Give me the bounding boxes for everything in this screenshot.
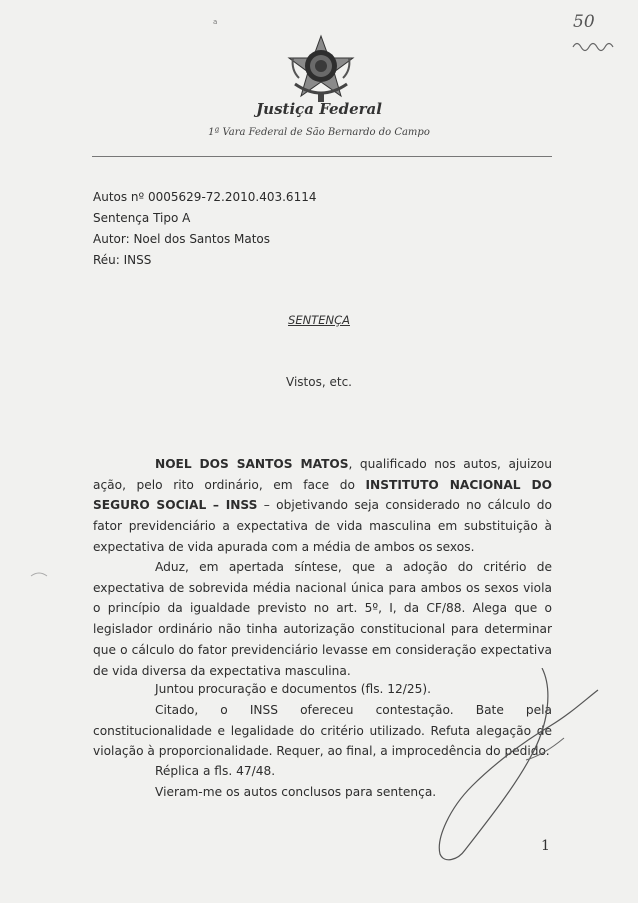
defendant: Réu: INSS xyxy=(93,253,152,267)
paragraph-2: Aduz, em apertada síntese, que a adoção do critério de expectativa de sobrevida média nacional única para ambos os sexos viola o princípio da igualdade previsto no art. 5º, I, da CF/88. Alega que o legislador ordinário não tinha autorização constitucional para determinar que o cálculo do fator previdenciário levasse em consideração expectativa de vida diversa da expectativa masculina. xyxy=(93,560,552,678)
header-subtitle: 1ª Vara Federal de São Bernardo do Campo xyxy=(208,127,430,138)
top-mark: a xyxy=(213,18,218,26)
defendant-name: INSTITUTO NACIONAL DO SEGURO SOCIAL – INSS xyxy=(93,477,552,513)
party-name: NOEL DOS SANTOS MATOS xyxy=(155,457,349,471)
sheet-number: 50 xyxy=(573,12,595,32)
sentence-heading: SENTENÇA xyxy=(288,313,350,327)
vistos-line: Vistos, etc. xyxy=(286,375,352,389)
paragraph-1-text-a: , qualificado nos autos, ajuizou ação, pelo rito ordinário, em face do xyxy=(93,457,552,492)
header-title: Justiça Federal xyxy=(256,100,382,118)
paragraph-5: Réplica a fls. 47/48. xyxy=(155,764,276,778)
sentence-type: Sentença Tipo A xyxy=(93,211,191,225)
paragraph-4: Citado, o INSS ofereceu contestação. Bate pela constitucionalidade e legalidade do critério utilizado. Refuta alegação de violação à proporcionalidade. Requer, ao final, a improcedência do pedido. xyxy=(93,703,552,759)
signature-mark xyxy=(430,668,610,864)
paragraph-3: Juntou procuração e documentos (fls. 12/25). xyxy=(155,682,432,696)
margin-mark xyxy=(30,570,48,580)
paragraph-1 xyxy=(93,454,552,558)
paragraph-1-text-b: – objetivando seja considerado no cálculo do fator previdenciário a expectativa de vida masculina em substituição à expectativa de vida apurada com a média de ambos os sexos. xyxy=(93,498,552,554)
initials-mark xyxy=(571,38,619,54)
plaintiff: Autor: Noel dos Santos Matos xyxy=(93,232,271,246)
page-number: 1 xyxy=(541,838,550,854)
header-divider xyxy=(92,156,552,157)
paragraph-6: Vieram-me os autos conclusos para sentença. xyxy=(155,785,437,799)
case-number: Autos nº 0005629-72.2010.403.6114 xyxy=(93,190,317,204)
coat-of-arms-icon xyxy=(285,34,357,106)
